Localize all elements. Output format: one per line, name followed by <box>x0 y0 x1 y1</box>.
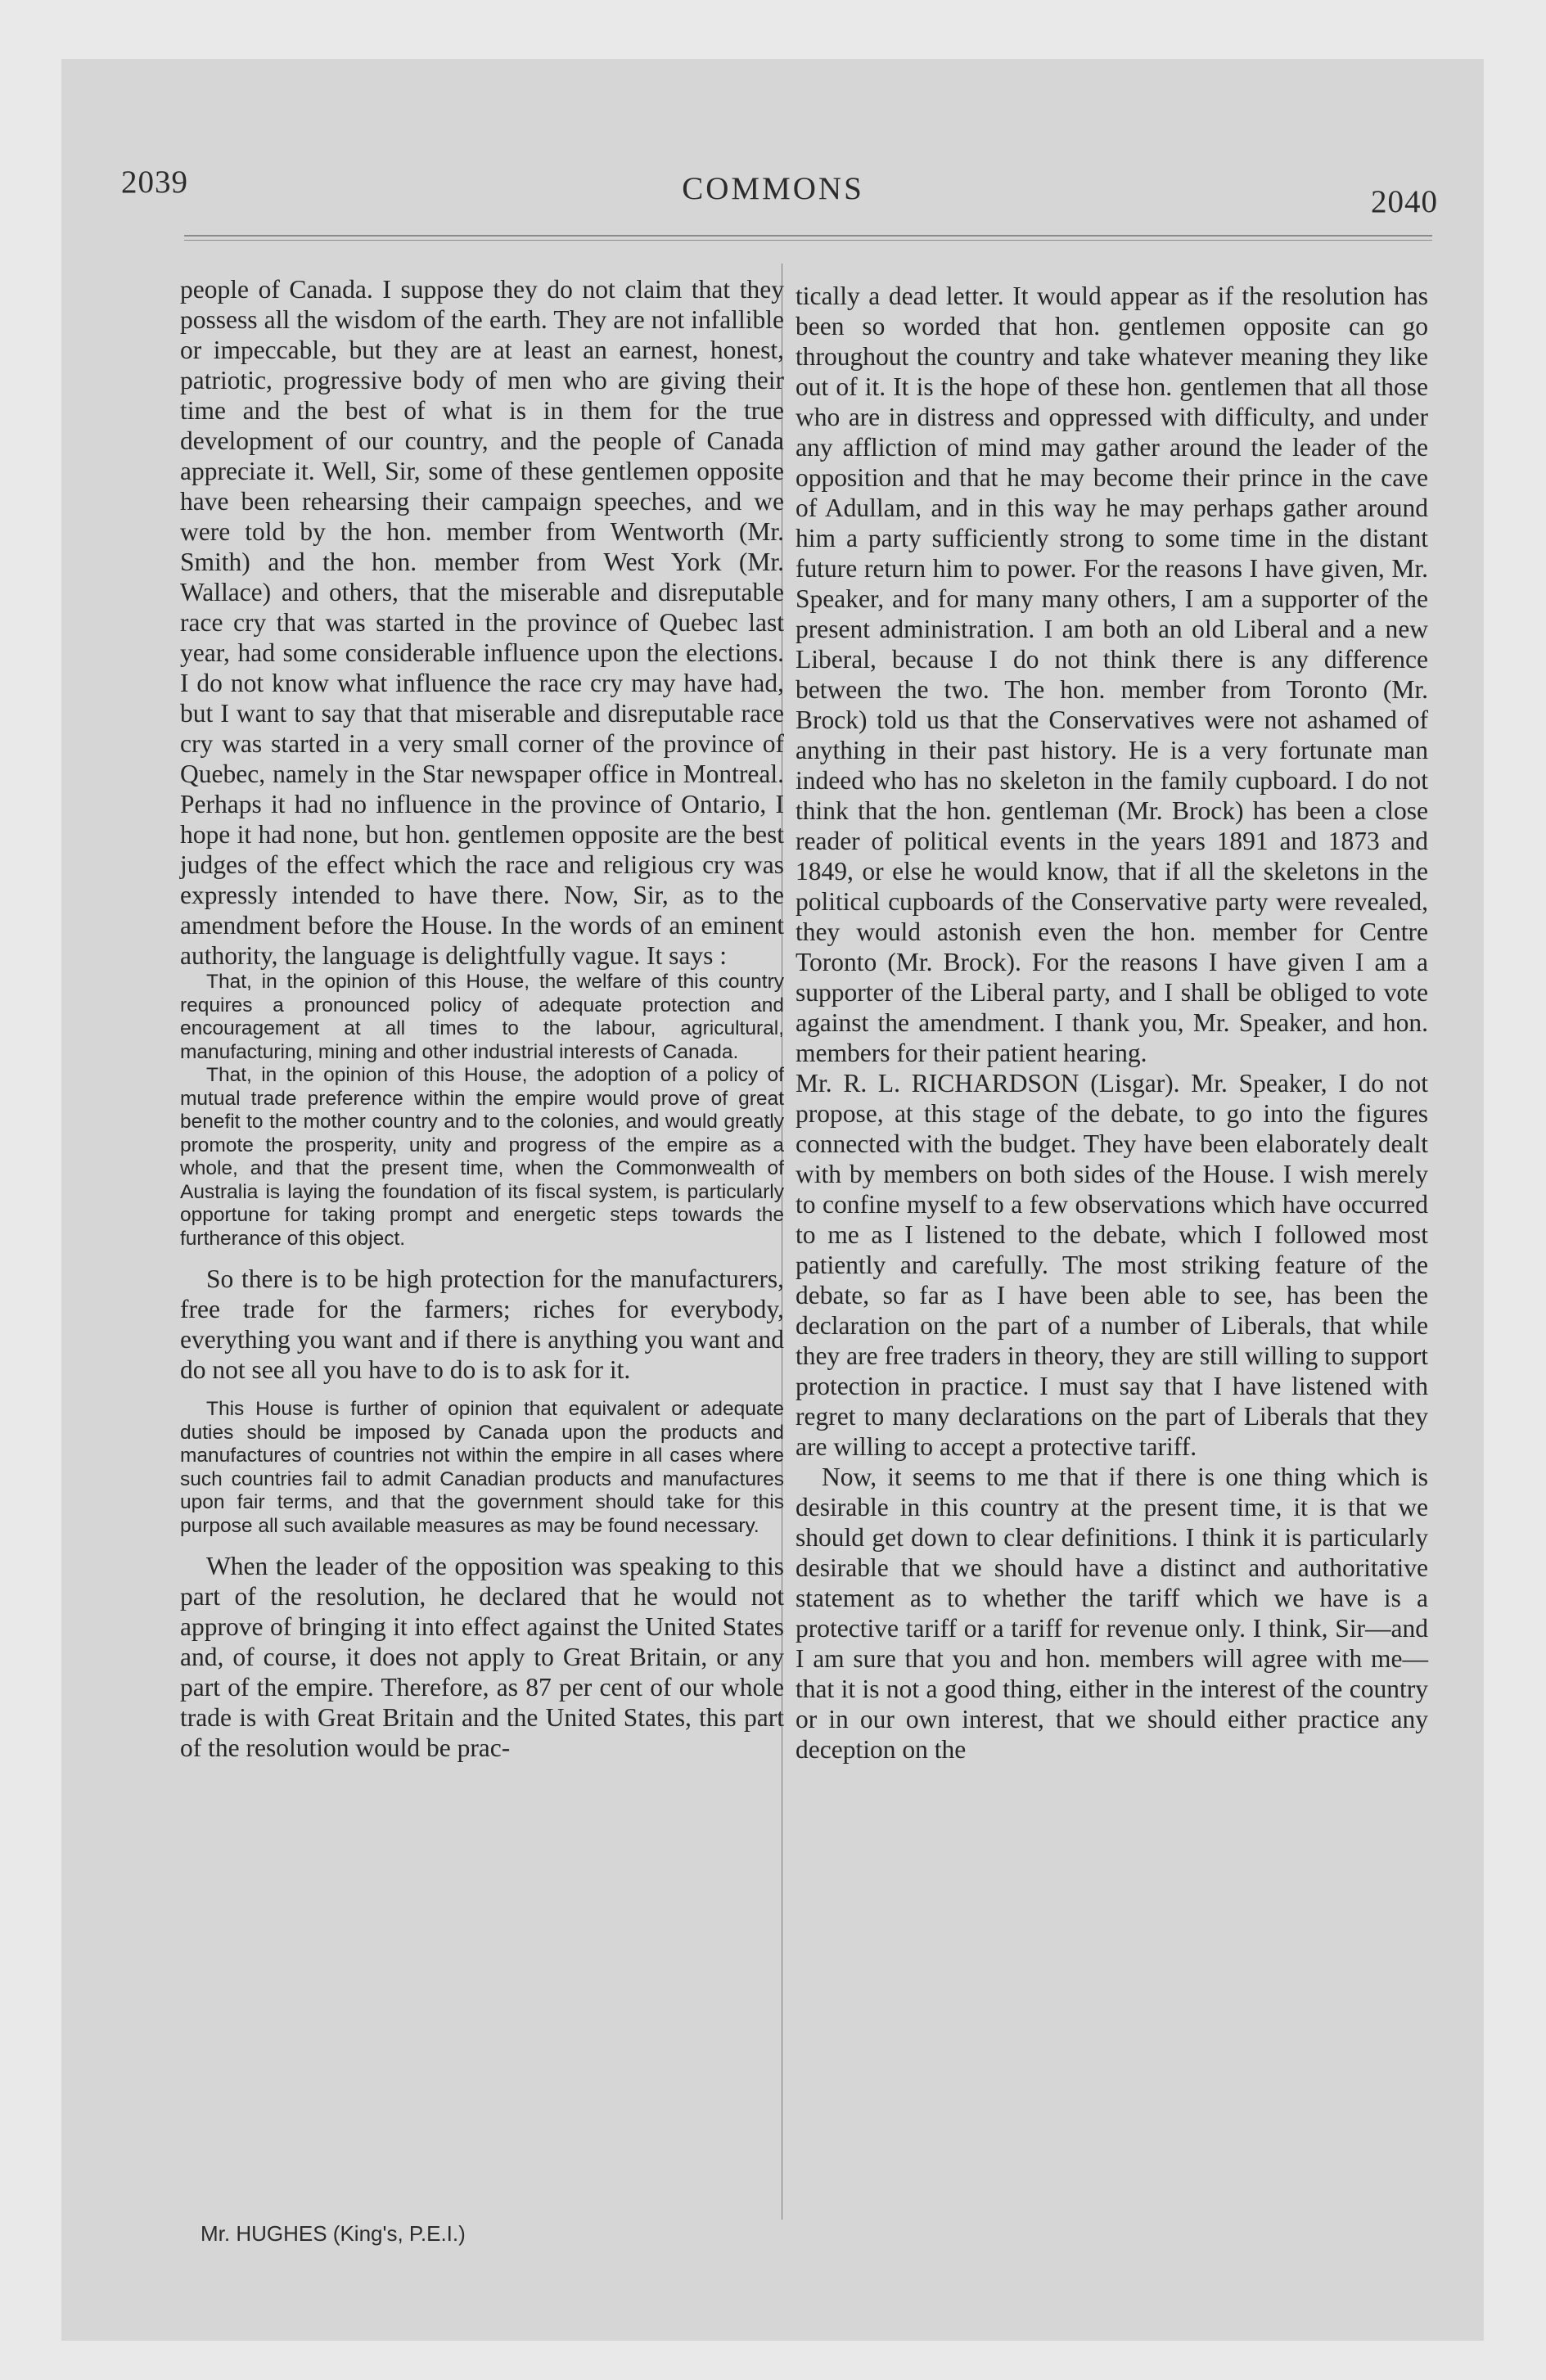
right-column <box>796 281 1428 1765</box>
paragraph: When the leader of the opposition was speaking to this part of the resolution, he declared that he would not approve of bringing it into effect against the United States and, of course, it does not apply to Great Britain, or any part of the empire. Therefore, as 87 per cent of our whole trade is with Great Britain and the United States, this part of the resolution would be prac- <box>180 1552 784 1762</box>
paragraph: tically a dead letter. It would appear as if the resolution has been so worded that hon. gentlemen opposite can go throughout the country and take whatever meaning they like out of it. It is the hope of these hon. gentlemen that all those who are in distress and oppressed with difficulty, and under any affliction of mind may gather around the leader of the opposition and that he may become their prince in the cave of Adullam, and in this way he may perhaps gather around him a party sufficiently strong to some time in the distant future return him to power. For the reasons I have given, Mr. Speaker, and for many many others, I am a supporter of the present administration. I am both an old Liberal and a new Liberal, because I do not think there is any difference between the two. The hon. member from Toronto (Mr. Brock) told us that the Conservatives were not ashamed of anything in their past history. He is a very fortunate man indeed who has no skeleton in the family cupboard. I do not think that the hon. gentleman (Mr. Brock) has been a close reader of political events in the years 1891 and 1873 and 1849, or else he would know, that if all the skeletons in the political cupboards of the Conservative party were revealed, they would astonish even the hon. member for Centre Toronto (Mr. Brock). For the reasons I have given I am a supporter of the Liberal party, and I shall be obliged to vote against the amendment. I thank you, Mr. Speaker, and hon. members for their patient hearing. <box>796 282 1428 1067</box>
paragraph: Now, it seems to me that if there is one thing which is desirable in this country at the present time, it is that we should get down to clear definitions. I think it is particularly desirable that we should have a distinct and authoritative statement as to whether the tariff which we have is a protective tariff or a tariff for revenue only. I think, Sir—and I am sure that you and hon. members will agree with me—that it is not a good thing, either in the interest of the country or in our own interest, that we should either practice any deception on the <box>796 1463 1428 1764</box>
header-rule <box>184 235 1432 237</box>
paragraph: people of Canada. I suppose they do not claim that they possess all the wisdom of the earth. They are not infallible or impeccable, but they are at least an earnest, honest, patriotic, progressive body of men who are giving their time and the best of what is in them for the true development of our country, and the people of Canada appreciate it. Well, Sir, some of these gentlemen opposite have been rehearsing their campaign speeches, and we were told by the hon. member from Wentworth (Mr. Smith) and the hon. member from West York (Mr. Wallace) and others, that the miserable and disreputable race cry that was started in the province of Quebec last year, had some considerable influence upon the elections. I do not know what influence the race cry may have had, but I want to say that that miserable and disreputable race cry was started in a very small corner of the province of Quebec, namely in the Star newspaper office in Montreal. Perhaps it had no influence in the province of Ontario, I hope it had none, but hon. gentlemen opposite are the best judges of the effect which the race and religious cry was expressly intended to have there. Now, Sir, as to the amendment before the House. In the words of an eminent authority, the language is delightfully vague. It says : <box>180 275 784 970</box>
page-number-left: 2039 <box>121 165 188 200</box>
speech-paragraph: Mr. R. L. RICHARDSON (Lisgar). Mr. Speaker, I do not propose, at this stage of the debate, to go into the figures connected with the budget. They have been elaborately dealt with by members on both sides of the House. I wish merely to confine myself to a few observations which have occurred to me as I listened to the debate, which I followed most patiently and carefully. The most striking feature of the debate, so far as I have been able to see, has been the declaration on the part of a number of Liberals, that while they are free traders in theory, they are still willing to support protection in practice. I must say that I have listened with regret to many declarations on the part of Liberals that they are willing to accept a protective tariff. <box>796 1069 1428 1461</box>
speaker-footer: Mr. HUGHES (King's, P.E.I.) <box>201 2221 466 2246</box>
page-number-right: 2040 <box>1371 184 1438 219</box>
header-rule-thin <box>184 240 1432 241</box>
quoted-resolution: That, in the opinion of this House, the welfare of this country requires a pronounced policy of adequate protection and encouragement at all times to the labour, agricultural, manufacturing, mining and other industrial interests of Canada. <box>180 971 784 1063</box>
left-column <box>180 274 784 1763</box>
quoted-resolution: This House is further of opinion that equivalent or adequate duties should be imposed by Canada upon the products and manufactures of countries not within the empire in all cases where such countries fail to admit Canadian products and manufactures upon fair terms, and that the government should take for this purpose all such available measures as may be found necessary. <box>180 1398 784 1537</box>
paragraph: So there is to be high protection for the manufacturers, free trade for the farmers; riches for everybody, everything you want and if there is anything you want and do not see all you have to do is to ask for it. <box>180 1264 784 1384</box>
page-title: COMMONS <box>682 171 864 206</box>
quoted-resolution: That, in the opinion of this House, the adoption of a policy of mutual trade preference within the empire would prove of great benefit to the mother country and to the colonies, and would greatly promote the prosperity, unity and progress of the empire as a whole, and that the present time, when the Commonwealth of Australia is laying the foundation of its fiscal system, is particularly opportune for taking prompt and energetic steps towards the furtherance of this object. <box>180 1064 784 1250</box>
